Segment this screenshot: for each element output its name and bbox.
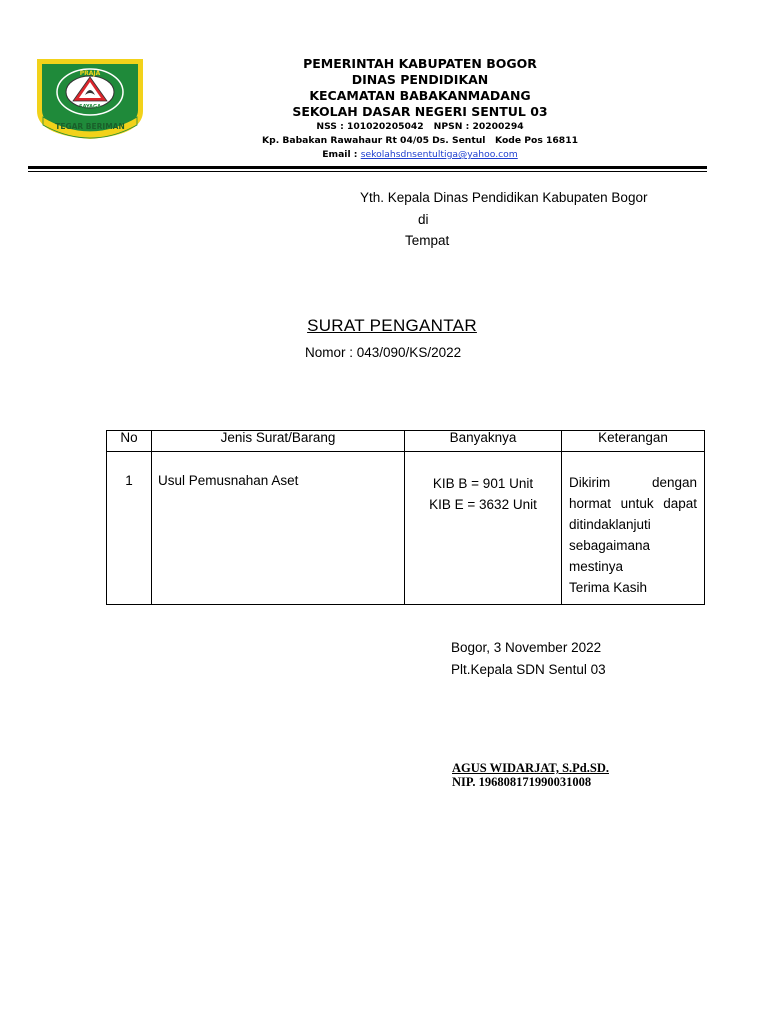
letterhead-government: PEMERINTAH KABUPATEN BOGOR [303,56,537,71]
ket-line2: hormat untuk dapat [569,496,697,511]
header-keterangan: Keterangan [562,431,705,452]
ket-line1: Dikirim dengan [569,475,697,490]
ket-line6: Terima Kasih [569,580,648,595]
recipient-line1: Yth. Kepala Dinas Pendidikan Kabupaten Bogor [360,190,648,205]
table-header-row [107,431,705,452]
place-date: Bogor, 3 November 2022 [451,640,602,655]
logo-top-text: PRAJA [79,70,101,77]
items-table [106,430,705,605]
letterhead-email-link[interactable]: sekolahsdnsentultiga@yahoo.com [360,149,518,160]
recipient-line2: di [418,212,429,227]
cell-banyaknya [405,452,562,605]
header-banyaknya: Banyaknya [405,431,562,452]
ket-line3: ditindaklanjuti [569,517,651,532]
header-jenis: Jenis Surat/Barang [152,431,405,452]
letterhead-rule-thick [28,166,707,169]
recipient-line3: Tempat [405,233,450,248]
signer-nip: NIP. 196808171990031008 [452,775,592,789]
header-no: No [107,431,152,452]
letterhead-npsn: NPSN : 20200294 [433,121,524,132]
logo-motto: TEGAR BERIMAN [55,122,125,131]
letterhead-rule-thin [28,171,707,172]
cell-jenis: Usul Pemusnahan Aset [152,452,405,605]
document-title: SURAT PENGANTAR [307,316,477,335]
letterhead-district: KECAMATAN BABAKANMADANG [309,88,531,103]
letterhead-email-line [190,148,650,162]
letterhead-ids [190,120,650,134]
letterhead-email-label: Email : [322,149,358,160]
table-row [107,452,705,605]
cell-no: 1 [107,452,152,605]
signer-position: Plt.Kepala SDN Sentul 03 [451,662,606,677]
logo-center-text: SAYAGA [79,104,101,110]
banyak-line2: KIB E = 3632 Unit [429,497,537,512]
document-number: Nomor : 043/090/KS/2022 [305,345,462,360]
signer-name: AGUS WIDARJAT, S.Pd.SD. [452,761,609,775]
letterhead [190,56,650,162]
ket-line4: sebagaimana [569,538,651,553]
banyak-line1: KIB B = 901 Unit [432,476,534,491]
cell-keterangan [562,452,705,605]
letterhead-school: SEKOLAH DASAR NEGERI SENTUL 03 [292,104,548,119]
bogor-regency-logo [33,55,147,141]
letterhead-department: DINAS PENDIDIKAN [351,72,489,87]
letterhead-nss: NSS : 101020205042 [316,121,424,132]
ket-line5: mestinya [569,559,624,574]
letterhead-address: Kp. Babakan Rawahaur Rt 04/05 Ds. Sentul Kode Pos 16811 [262,135,578,146]
